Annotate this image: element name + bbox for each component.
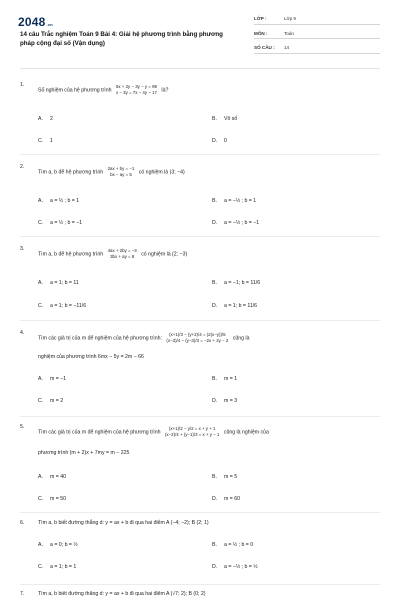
question-text xyxy=(38,248,378,260)
quiz-meta xyxy=(254,12,380,56)
question-number: 5. xyxy=(20,424,25,430)
question-divider xyxy=(20,154,380,155)
option-key: C. xyxy=(38,564,44,570)
option-key: C. xyxy=(38,398,44,404)
option-d[interactable] xyxy=(212,138,227,144)
header-divider xyxy=(20,68,380,69)
question-number: 4. xyxy=(20,330,25,336)
question-divider xyxy=(20,584,380,585)
equation-system xyxy=(116,84,157,96)
option-b[interactable] xyxy=(212,116,237,122)
option-a[interactable] xyxy=(38,280,79,286)
question-number: 6. xyxy=(20,520,25,526)
option-c[interactable] xyxy=(38,138,53,144)
equation: 4ax + 2by = −3 xyxy=(107,248,137,253)
meta-value: Toán xyxy=(284,30,294,36)
question-1 xyxy=(20,82,382,152)
logo-suffix: .vn xyxy=(46,22,53,27)
option-value: a = 1; b = 1 xyxy=(50,564,77,570)
equation: 2ax + by = −1 xyxy=(107,166,135,171)
meta-value: Lớp 9 xyxy=(284,16,296,21)
option-value: m = 40 xyxy=(50,474,67,480)
option-value: a = 0; b = ½ xyxy=(50,542,78,548)
option-d[interactable] xyxy=(212,220,259,226)
question-3 xyxy=(20,246,382,316)
question-text: Tìm a, b biết đường thẳng d: y = ax + b đi qua hai điểm A (√7; 2); B (0; 2) xyxy=(38,591,206,597)
option-value: a = −½ ; b = ½ xyxy=(224,564,258,570)
option-a[interactable] xyxy=(38,542,78,548)
option-key: B. xyxy=(212,376,217,382)
question-suffix: cũng là nghiệm của xyxy=(223,429,269,436)
option-b[interactable] xyxy=(212,542,253,548)
option-d[interactable] xyxy=(212,564,258,570)
option-key: B. xyxy=(212,198,217,204)
question-text-line2: nghiệm của phương trình 6mx − 5y = 2m − 66 xyxy=(38,354,144,360)
option-b[interactable] xyxy=(212,474,237,480)
option-value: m = 60 xyxy=(224,496,241,502)
option-value: 0 xyxy=(224,138,227,144)
meta-grade xyxy=(254,12,380,25)
equation: (x−3)/4 − (y−3)/3 = −2x + 2y − 2 xyxy=(166,338,229,343)
option-b[interactable] xyxy=(212,376,237,382)
option-value: a = −1; b = 11/6 xyxy=(224,280,261,286)
question-7 xyxy=(20,591,382,600)
option-d[interactable] xyxy=(212,496,240,502)
option-c[interactable] xyxy=(38,398,63,404)
option-d[interactable] xyxy=(212,398,237,404)
option-a[interactable] xyxy=(38,116,53,122)
equation-system xyxy=(165,426,219,438)
equation: (x−2)/4 + (y−1)/3 = x + y − 1 xyxy=(164,432,220,437)
question-suffix: là? xyxy=(161,87,169,94)
equation: (x+1)/2 − y/2 = x + y + 1 xyxy=(168,426,216,431)
question-divider xyxy=(20,236,380,237)
equation: bx − ay = 5 xyxy=(110,172,132,177)
meta-label: LỚP : xyxy=(254,16,267,21)
option-value: a = 1; b = 11/6 xyxy=(224,303,258,309)
question-number: 7. xyxy=(20,591,25,597)
question-prompt: Tìm a, b để hệ phương trình xyxy=(38,251,104,258)
question-text-line2: phương trình (m + 2)x + 7my = m − 225 xyxy=(38,450,130,456)
option-value: a = −½ ; b = 1 xyxy=(224,198,257,204)
question-6 xyxy=(20,520,382,580)
option-key: D. xyxy=(212,564,218,570)
question-2 xyxy=(20,164,382,232)
logo-text: 2048 xyxy=(18,15,46,29)
option-key: A. xyxy=(38,376,43,382)
option-value: m = 50 xyxy=(50,496,67,502)
meta-count xyxy=(254,41,380,54)
question-number: 1. xyxy=(20,82,25,88)
meta-label: SỐ CÂU : xyxy=(254,45,275,50)
page-header xyxy=(0,0,400,62)
meta-value: 14 xyxy=(284,45,290,50)
option-key: D. xyxy=(212,496,218,502)
option-value: m = 1 xyxy=(224,376,238,382)
question-suffix: cũng là xyxy=(232,335,250,342)
question-text xyxy=(38,426,378,438)
question-divider xyxy=(20,320,380,321)
question-5 xyxy=(20,424,382,506)
option-value: a = ½ ; b = 1 xyxy=(50,198,80,204)
option-key: B. xyxy=(212,474,217,480)
option-key: D. xyxy=(212,303,218,309)
option-value: 2 xyxy=(50,116,53,122)
option-value: a = 1; b = −11/6 xyxy=(50,303,87,309)
option-a[interactable] xyxy=(38,376,66,382)
option-value: a = 1; b = 11 xyxy=(50,280,79,286)
option-value: a = ½ ; b = 0 xyxy=(224,542,254,548)
equation: 3bx + ay = 8 xyxy=(110,254,135,259)
equation: x − 3y = 7x − 4y − 17 xyxy=(115,90,157,95)
question-prompt: Tìm các giá trị của m để nghiệm của hệ phương trình xyxy=(38,429,161,436)
option-key: A. xyxy=(38,542,43,548)
option-key: A. xyxy=(38,198,43,204)
option-value: 1 xyxy=(50,138,53,144)
option-key: A. xyxy=(38,116,43,122)
option-key: B. xyxy=(212,542,217,548)
question-divider xyxy=(20,416,380,417)
question-suffix: có nghiệm là (3; −4) xyxy=(138,169,185,176)
option-value: m = 2 xyxy=(50,398,64,404)
meta-label: MÔN : xyxy=(254,30,268,36)
question-text xyxy=(38,332,378,344)
question-prompt: Tìm các giá trị của m để nghiệm của hệ phương trình: xyxy=(38,335,162,342)
question-prompt: Tìm a, b để hệ phương trình xyxy=(38,169,104,176)
meta-subject xyxy=(254,27,380,40)
option-key: C. xyxy=(38,220,44,226)
option-c[interactable] xyxy=(38,564,76,570)
equation-system xyxy=(166,332,228,344)
option-key: B. xyxy=(212,280,217,286)
question-divider xyxy=(20,512,380,513)
option-key: D. xyxy=(212,220,218,226)
option-value: a = −½ ; b = −1 xyxy=(224,220,260,226)
equation-system xyxy=(108,248,137,260)
option-value: m = −1 xyxy=(50,376,67,382)
quiz-title: 14 câu Trắc nghiệm Toán 9 Bài 4: Giải hệ phương trình bằng phương pháp cộng đại số (Vận dụng) xyxy=(20,31,223,47)
option-c[interactable] xyxy=(38,220,82,226)
option-key: C. xyxy=(38,138,44,144)
question-text xyxy=(38,166,378,178)
option-value: a = ½ ; b = −1 xyxy=(50,220,83,226)
question-number: 2. xyxy=(20,164,25,170)
option-key: D. xyxy=(212,138,218,144)
option-a[interactable] xyxy=(38,474,66,480)
option-b[interactable] xyxy=(212,280,260,286)
option-value: Vô số xyxy=(224,116,238,122)
option-c[interactable] xyxy=(38,303,86,309)
option-d[interactable] xyxy=(212,303,257,309)
option-value: m = 3 xyxy=(224,398,238,404)
equation: (x+1)/3 − (y+2)/4 = (2(x−y))/5 xyxy=(169,332,226,337)
option-key: D. xyxy=(212,398,218,404)
option-value: m = 5 xyxy=(224,474,238,480)
option-key: C. xyxy=(38,496,44,502)
question-4 xyxy=(20,330,382,410)
question-number: 3. xyxy=(20,246,25,252)
option-key: A. xyxy=(38,474,43,480)
option-key: B. xyxy=(212,116,217,122)
equation: 5x + 2y − 3y − y = 99 xyxy=(115,84,157,89)
equation-system xyxy=(108,166,135,178)
site-logo[interactable] xyxy=(18,15,53,29)
question-text xyxy=(38,84,378,96)
option-key: C. xyxy=(38,303,44,309)
question-suffix: có nghiệm là (2; −3) xyxy=(141,251,188,258)
option-key: A. xyxy=(38,280,43,286)
question-text: Tìm a, b biết đường thẳng d: y = ax + b đi qua hai điểm A (−4; −2); B (2; 1) xyxy=(38,520,209,526)
question-prompt: Số nghiệm của hệ phương trình xyxy=(38,87,112,94)
option-c[interactable] xyxy=(38,496,66,502)
option-a[interactable] xyxy=(38,198,79,204)
option-b[interactable] xyxy=(212,198,256,204)
